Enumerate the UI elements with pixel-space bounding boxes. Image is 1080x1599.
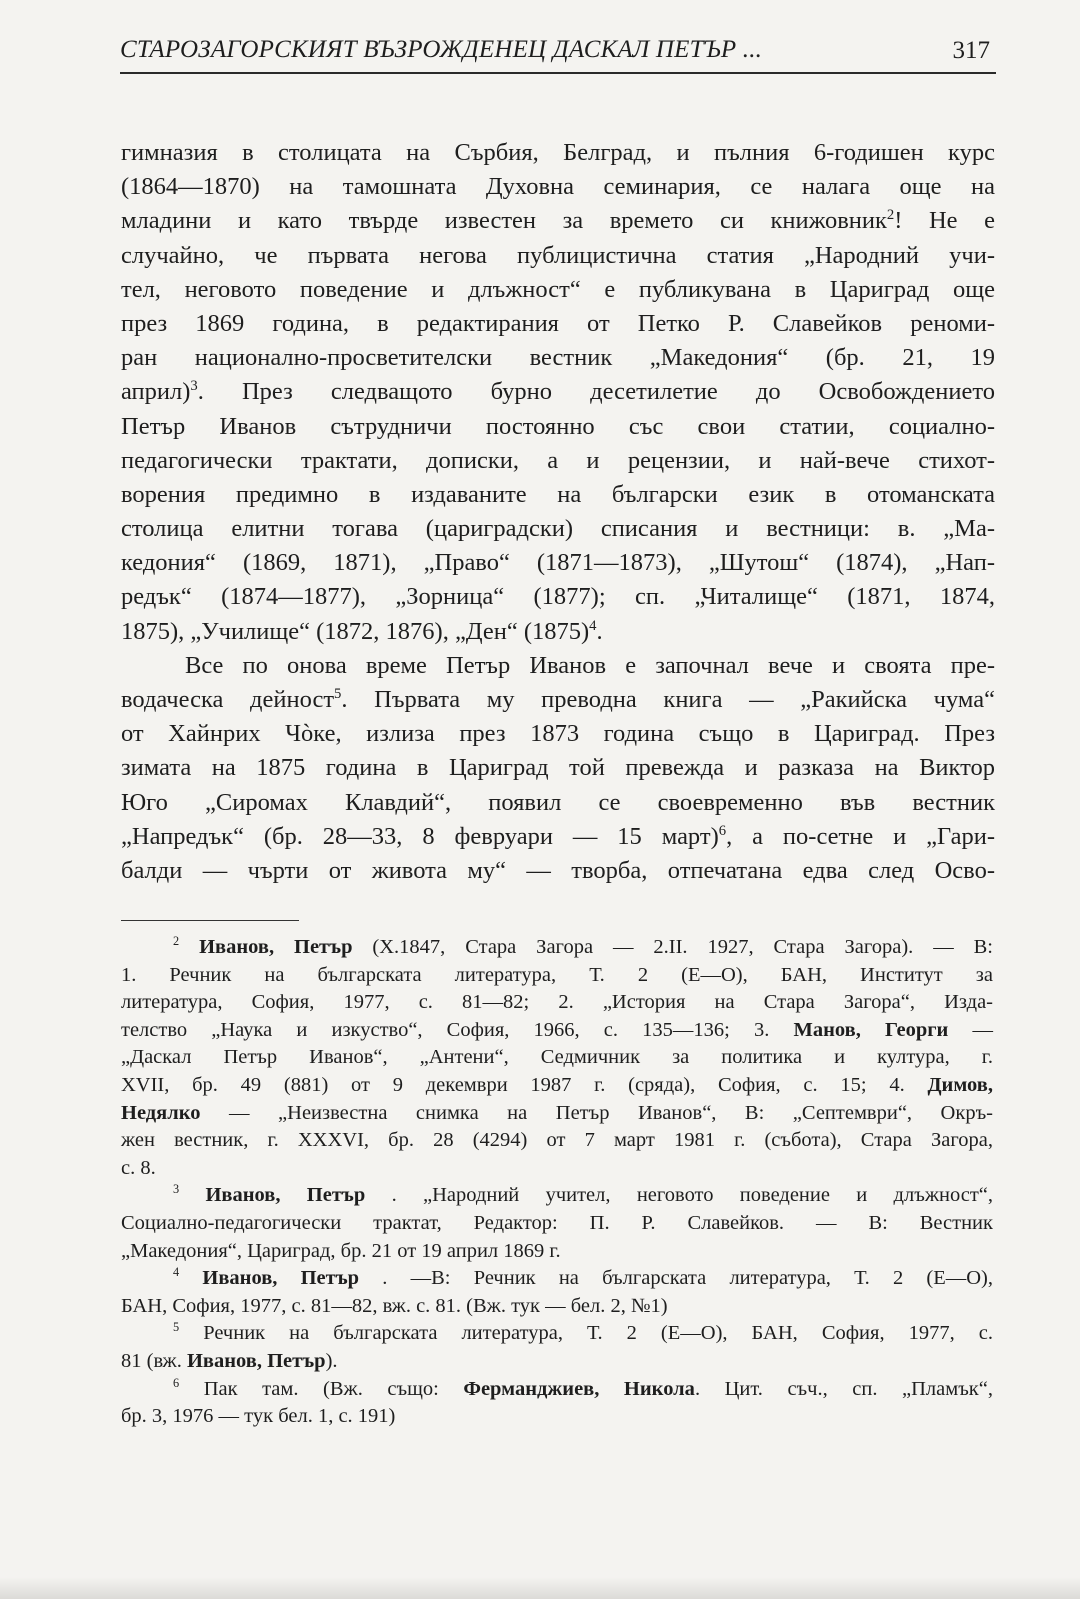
footnote-line: литература, София, 1977, с. 81—82; 2. „История на Стара Загора“, Изда- — [121, 991, 993, 1014]
footnote-ref: 6 — [718, 822, 727, 839]
text-line: ран национално-просветителски вестник „Македония“ (бр. 21, 19 — [121, 344, 995, 372]
footnote-line: Недялко — „Неизвестна снимка на Петър Иванов“, В: „Септември“, Окръ- — [121, 1101, 993, 1124]
main-text — [121, 136, 995, 888]
footnote-divider — [121, 920, 299, 921]
footnote-ref: 2 — [886, 207, 895, 224]
text-line: тел, неговото поведение и длъжност“ е публикувана в Цариград още — [121, 275, 995, 303]
text-line: столица елитни тогава (цариградски) списания и вестници: в. „Ма- — [121, 515, 995, 543]
footnotes — [121, 934, 993, 1431]
text-line: ворения предимно в издаваните на български език в отоманската — [121, 480, 995, 508]
text-line: Все по онова време Петър Иванов е започнал вече и своята пре- — [185, 651, 995, 679]
text-line: (1864—1870) на тамошната Духовна семинария, се налага още на — [121, 173, 995, 201]
footnote-line: телство „Наука и изкуство“, София, 1966, с. 135—136; 3. Манов, Георги — — [121, 1018, 993, 1041]
text-line: балди — чърти от живота му“ — творба, отпечатана едва след Осво- — [121, 856, 995, 884]
text-line: Петър Иванов сътрудничи постоянно със свои статии, социално- — [121, 412, 995, 440]
footnote-line: Социално-педагогически трактат, Редактор: П. Р. Славейков. — В: Вестник — [121, 1211, 993, 1234]
running-header — [120, 34, 996, 74]
footnote-line: жен вестник, г. XXXVI, бр. 28 (4294) от 7 март 1981 г. (събота), Стара Загора, — [121, 1129, 993, 1152]
text-line: април)$^3$. През следващото бурно десетилетие до Освобождението — [121, 378, 995, 406]
text-line: „Напредък“ (бр. 28—33, 8 февруари — 15 март)$^6$, а по-сетне и „Гари- — [121, 822, 995, 850]
footnote-ref: 4 — [589, 617, 597, 634]
text-line: водаческа дейност$^5$. Първата му преводна книга — „Ракийска чума“ — [121, 685, 995, 713]
text-line: от Хайнрих Чòке, излиза през 1873 година също в Цариград. През — [121, 720, 995, 748]
text-line: зимата на 1875 година в Цариград той превежда и разказа на Виктор — [121, 754, 995, 782]
text-line: редък“ (1874—1877), „Зорница“ (1877); сп. „Читалище“ (1871, 1874, — [121, 583, 995, 611]
footnote-5: $^5$ Речник на българската литература, Т. 2 (Е—О), БАН, София, 1977, с. — [173, 1320, 993, 1345]
footnote-line: БАН, София, 1977, с. 81—82, вж. с. 81. (Вж. тук — бел. 2, №1) — [121, 1294, 668, 1317]
footnote-2: $^2$ Иванов, Петър (X.1847, Стара Загора — 2.II. 1927, Стара Загора). — В: — [173, 934, 993, 958]
footnote-ref: 3 — [190, 378, 198, 395]
footnote-line: с. 8. — [121, 1156, 156, 1179]
text-line: гимназия в столицата на Сърбия, Белград, и пълния 6-годишен курс — [121, 139, 995, 166]
text-line: педагогически трактати, дописки, а и рецензии, и най-вече стихот- — [121, 446, 995, 474]
text-line: 1875), „Училище“ (1872, 1876), „Ден“ $(1875)^4$. — [121, 617, 603, 645]
footnote-line: XVII, бр. 49 (881) от 9 декември 1987 г. (сряда), София, с. 15; 4. Димов, — [121, 1073, 993, 1096]
scan-edge-shadow — [0, 1577, 1080, 1599]
footnote-line: „Македония“, Цариград, бр. 21 от 19 април 1869 г. — [121, 1239, 561, 1262]
footnote-6: $^6$ Пак там. (Вж. също: Ферманджиев, Никола. Цит. съч., сп. „Пламък“, — [173, 1375, 993, 1400]
footnote-4: $^4$ Иванов, Петър . —В: Речник на българската литература, Т. 2 (Е—О), — [173, 1265, 994, 1290]
footnote-line: 1. Речник на българската литература, Т. 2 (Е—О), БАН, Институт за — [121, 963, 993, 986]
footnote-line: 81 (вж. Иванов, Петър). — [121, 1349, 338, 1372]
footnote-line: бр. 3, 1976 — тук бел. 1, с. 191) — [121, 1405, 396, 1428]
text-line: Юго „Сиромах Клавдий“, появил се своевременно във вестник — [121, 788, 995, 816]
footnote-3: $^3$ Иванов, Петър . „Народний учител, неговото поведение и длъжност“, — [173, 1182, 993, 1207]
footnote-ref: 5 — [334, 685, 342, 702]
footnote-line: „Даскал Петър Иванов“, „Антени“, Седмичник за политика и култура, г. — [121, 1046, 993, 1069]
page-number: 317 — [952, 37, 990, 64]
text-line: кедония“ (1869, 1871), „Право“ (1871—1873), „Шутош“ (1874), „Нап- — [121, 549, 995, 577]
text-line: през 1869 година, в редактирания от Петко Р. Славейков реноми- — [121, 309, 995, 337]
running-title: СТАРОЗАГОРСКИЯТ ВЪЗРОЖДЕНЕЦ ДАСКАЛ ПЕТЪР ... — [120, 36, 763, 63]
text-line: младини и като твърде известен за времето си книжовник$^2$! Не е — [121, 207, 995, 235]
text-line: случайно, че първата негова публицистична статия „Народний учи- — [121, 241, 995, 269]
